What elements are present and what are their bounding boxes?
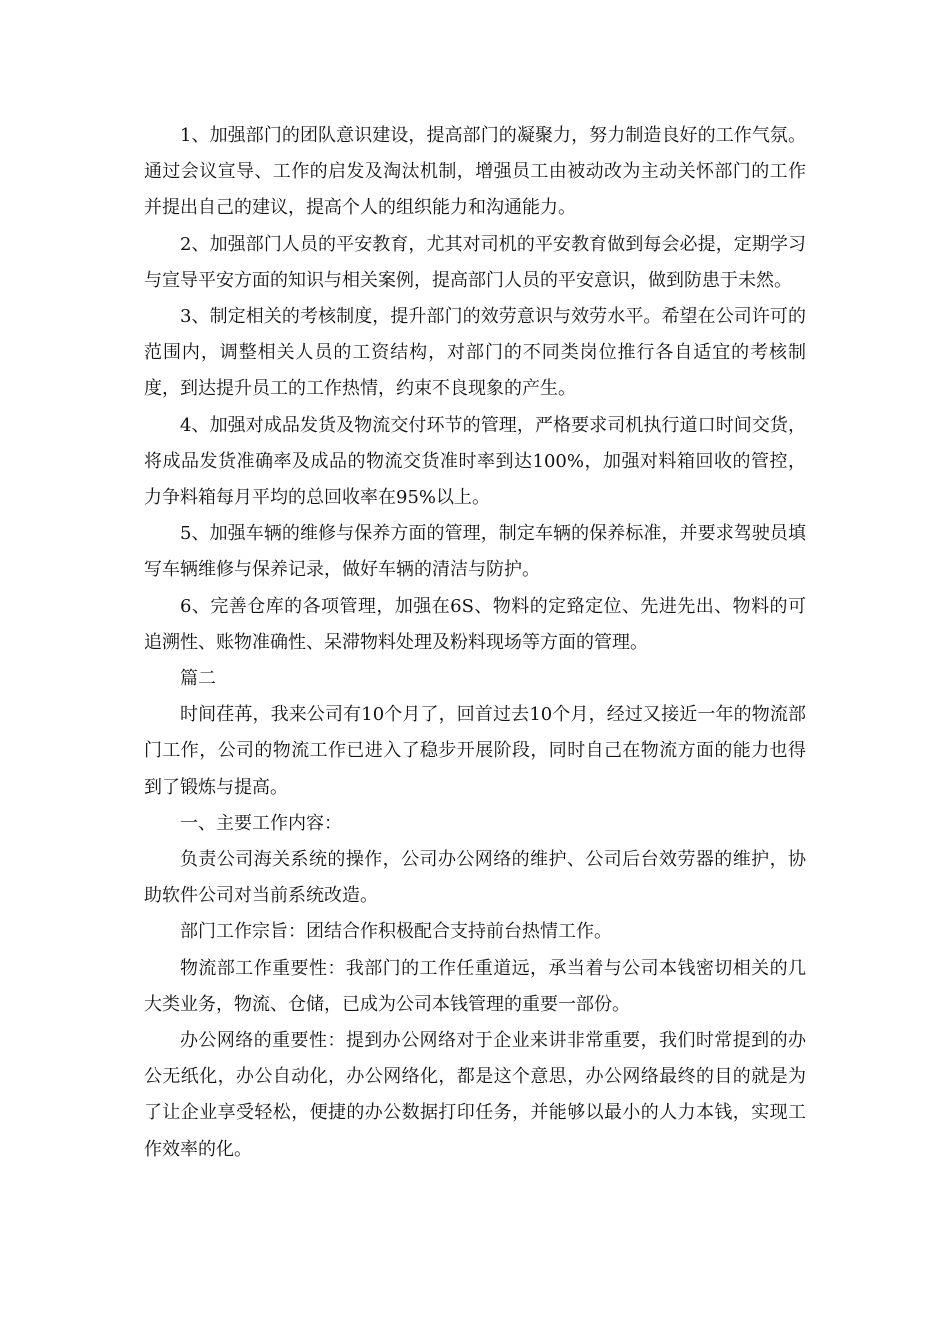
section-heading-part-two: 篇二 — [180, 668, 216, 690]
document-body — [144, 118, 806, 1168]
paragraph-item-4: 4、加强对成品发货及物流交付环节的管理，严格要求司机执行道口时间交货，将成品发货准确率及成品的物流交货准时率到达100%，加强对料箱回收的管控，力争料箱每月平均的总回收率在95%以上。 — [144, 414, 806, 509]
paragraph-intro: 时间荏苒，我来公司有10个月了，回首过去10个月，经过又接近一年的物流部门工作，公司的物流工作已进入了稳步开展阶段，同时自己在物流方面的能力也得到了锻炼与提高。 — [144, 704, 806, 798]
section-heading-main-work: 一、主要工作内容： — [180, 812, 342, 834]
paragraph-item-6: 6、完善仓库的各项管理，加强在6S、物料的定臵定位、先进先出、物料的可追溯性、账物准确性、呆滞物料处理及粉料现场等方面的管理。 — [144, 595, 806, 653]
paragraph-responsibilities: 负责公司海关系统的操作，公司办公网络的维护、公司后台效劳器的维护，协助软件公司对当前系统改造。 — [144, 849, 806, 907]
paragraph-item-1: 1、加强部门的团队意识建设，提高部门的凝聚力，努力制造良好的工作气氛。通过会议宣导、工作的启发及淘汰机制，增强员工由被动改为主动关怀部门的工作并提出自己的建议，提高个人的组织能力和沟通能力。 — [144, 125, 806, 219]
paragraph-network-importance: 办公网络的重要性：提到办公网络对于企业来讲非常重要，我们时常提到的办公无纸化，办公自动化，办公网络化，都是这个意思，办公网络最终的目的就是为了让企业享受轻松，便捷的办公数据打印任务，并能够以最小的人力本钱，实现工作效率的化。 — [144, 1030, 806, 1160]
paragraph-department-purpose: 部门工作宗旨：团结合作积极配合支持前台热情工作。 — [180, 921, 612, 943]
paragraph-item-3: 3、制定相关的考核制度，提升部门的效劳意识与效劳水平。希望在公司许可的范围内，调整相关人员的工资结构，对部门的不同类岗位推行各自适宜的考核制度，到达提升员工的工作热情，约束不良现象的产生。 — [144, 306, 806, 400]
paragraph-logistics-importance: 物流部工作重要性：我部门的工作任重道远，承当着与公司本钱密切相关的几大类业务，物流、仓储，已成为公司本钱管理的重要一部份。 — [144, 957, 806, 1015]
paragraph-item-5: 5、加强车辆的维修与保养方面的管理，制定车辆的保养标准，并要求驾驶员填写车辆维修与保养记录，做好车辆的清洁与防护。 — [144, 523, 806, 581]
paragraph-item-2: 2、加强部门人员的平安教育，尤其对司机的平安教育做到每会必提，定期学习与宣导平安方面的知识与相关案例，提高部门人员的平安意识，做到防患于未然。 — [144, 233, 806, 291]
